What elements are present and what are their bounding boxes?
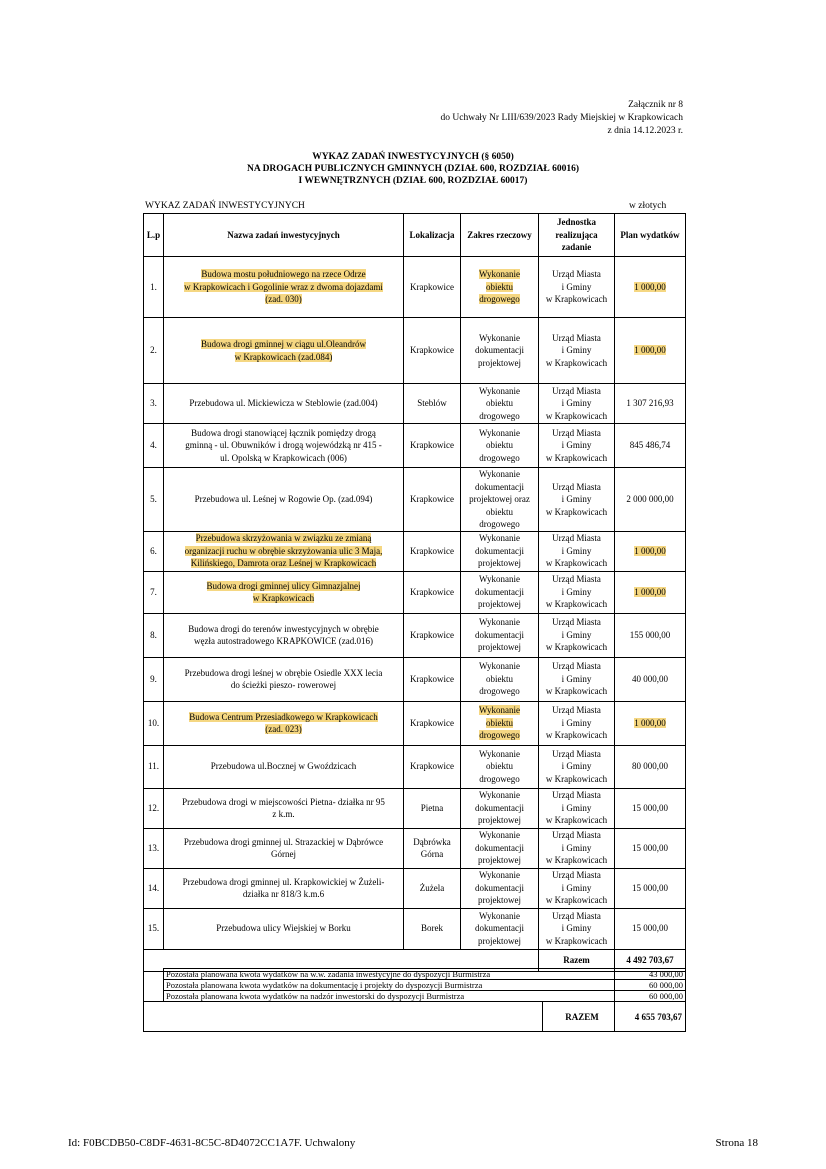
row-task-name — [164, 868, 404, 908]
scope-line: drogowego — [479, 452, 520, 463]
table-row — [144, 788, 686, 828]
unit-line: i Gminy — [561, 673, 592, 684]
row-location — [404, 701, 461, 745]
subtotal-label: Razem — [539, 949, 615, 971]
row-scope — [461, 384, 539, 424]
scope-line: Wykonanie — [479, 617, 520, 628]
plan-value: 15 000,00 — [632, 802, 668, 813]
row-task-name — [164, 424, 404, 468]
row-plan — [615, 868, 686, 908]
row-lp: 6. — [144, 531, 164, 571]
task-name-line: z k.m. — [272, 809, 295, 819]
plan-value: 845 486,74 — [629, 440, 671, 451]
unit-line: Urząd Miasta — [552, 332, 601, 343]
row-scope — [461, 613, 539, 657]
remaining-label: Pozostała planowana kwota wydatków na w.w. zadania inwestycyjne do dyspozycji Burmistrza — [164, 969, 615, 980]
scope-line: Wykonanie — [479, 661, 520, 672]
row-unit — [539, 531, 615, 571]
scope-line: Wykonanie — [479, 469, 520, 479]
plan-value: 15 000,00 — [632, 842, 668, 853]
row-task-name — [164, 701, 404, 745]
task-name-line: Przebudowa drogi gminnej ul. Krapkowickiej w Żużeli- — [182, 876, 385, 887]
unit-line: i Gminy — [561, 717, 592, 728]
unit-line: Urząd Miasta — [552, 790, 601, 801]
row-scope — [461, 424, 539, 468]
unit-line: Urząd Miasta — [552, 533, 601, 544]
location-line: Krapkowice — [410, 281, 454, 292]
row-task-name — [164, 257, 404, 318]
task-name-line: Kilińskiego, Damrota oraz Leśnej w Krapkowicach — [190, 558, 377, 569]
row-unit — [539, 257, 615, 318]
remaining-label: Pozostała planowana kwota wydatków na dokumentację i projekty do dyspozycji Burmistrza — [164, 980, 615, 991]
row-location — [404, 908, 461, 949]
scope-line: dokumentacji — [475, 481, 524, 492]
task-name-line: Przebudowa drogi leśnej w obrębie Osiedle XXX lecia — [184, 667, 383, 678]
task-name-line: węzła autostradowego KRAPKOWICE (zad.016) — [194, 636, 373, 646]
plan-value: 2 000 000,00 — [626, 494, 674, 504]
row-location — [404, 571, 461, 613]
row-plan — [615, 424, 686, 468]
location-line: Borek — [421, 923, 443, 934]
unit-line: w Krapkowicach — [545, 935, 608, 946]
row-lp: 9. — [144, 657, 164, 701]
row-location — [404, 257, 461, 318]
task-name-line: organizacji ruchu w obrębie skrzyżowania ulic 3 Maja, — [184, 545, 383, 556]
unit-line: i Gminy — [561, 882, 592, 893]
table-row — [144, 908, 686, 949]
unit-line: w Krapkowicach — [545, 895, 608, 906]
task-name-line: Przebudowa ul. Leśnej w Rogowie Op. (zad.094) — [194, 494, 373, 504]
col-unit-line: realizująca — [555, 229, 598, 240]
row-plan — [615, 828, 686, 868]
unit-line: i Gminy — [561, 281, 592, 292]
location-line: Dąbrówka — [413, 836, 451, 847]
row-task-name — [164, 657, 404, 701]
unit-line: w Krapkowicach — [545, 730, 608, 741]
unit-line: w Krapkowicach — [545, 815, 608, 826]
col-name: Nazwa zadań inwestycyjnych — [164, 214, 404, 257]
unit-line: w Krapkowicach — [545, 642, 608, 653]
plan-value: 1 000,00 — [634, 281, 666, 292]
unit-line: w Krapkowicach — [545, 410, 608, 421]
row-lp: 11. — [144, 745, 164, 788]
task-name-line: Przebudowa ul. Mickiewicza w Steblowie (zad.004) — [189, 398, 378, 409]
col-lp: L.p — [144, 214, 164, 257]
row-lp: 7. — [144, 571, 164, 613]
scope-line: projektowej — [478, 815, 521, 826]
resolution-date: z dnia 14.12.2023 r. — [607, 126, 683, 136]
table-row — [144, 613, 686, 657]
scope-line: Wykonanie — [479, 830, 520, 841]
scope-line: obiektu — [486, 673, 513, 684]
col-unit-line: zadanie — [561, 242, 592, 253]
location-line: Pietna — [420, 802, 444, 813]
task-name-line: Górnej — [271, 849, 296, 859]
row-lp: 4. — [144, 424, 164, 468]
location-line: Krapkowice — [410, 440, 454, 451]
scope-line: dokumentacji — [475, 629, 524, 640]
unit-line: i Gminy — [561, 494, 592, 504]
location-line: Krapkowice — [410, 545, 454, 556]
scope-line: obiektu — [486, 281, 513, 292]
task-name-line: Budowa Centrum Przesiadkowego w Krapkowicach — [189, 711, 378, 722]
task-name-line: Budowa drogi do terenów inwestycyjnych w obrębie — [188, 623, 379, 634]
unit-line: Urząd Miasta — [552, 481, 601, 492]
remaining-value: 60 000,00 — [615, 991, 686, 1002]
unit-line: w Krapkowicach — [545, 686, 608, 697]
location-line: Krapkowice — [410, 629, 454, 640]
location-line: Krapkowice — [410, 345, 454, 356]
row-location — [404, 868, 461, 908]
unit-line: w Krapkowicach — [545, 558, 608, 569]
unit-line: Urząd Miasta — [552, 830, 601, 841]
row-scope — [461, 788, 539, 828]
scope-line: drogowego — [479, 773, 520, 784]
unit-line: Urząd Miasta — [552, 385, 601, 396]
table-row — [144, 468, 686, 532]
row-task-name — [164, 613, 404, 657]
row-location — [404, 384, 461, 424]
task-name-line: Przebudowa drogi gminnej ul. Strazackiej w Dąbrówce — [183, 836, 384, 847]
row-location — [404, 613, 461, 657]
task-name-line: Przebudowa skrzyżowania w związku ze zmianą — [195, 533, 372, 544]
row-unit — [539, 384, 615, 424]
row-location — [404, 657, 461, 701]
row-plan — [615, 908, 686, 949]
unit-line: i Gminy — [561, 629, 592, 640]
row-plan — [615, 613, 686, 657]
scope-line: Wykonanie — [479, 385, 520, 396]
unit-line: Urząd Miasta — [552, 574, 601, 585]
task-name-line: Budowa drogi gminnej w ciągu ul.Oleandrów — [201, 339, 366, 349]
scope-line: dokumentacji — [475, 882, 524, 893]
plan-value: 1 307 216,93 — [626, 398, 674, 409]
table-row — [144, 657, 686, 701]
remaining-value: 60 000,00 — [615, 980, 686, 991]
row-unit — [539, 788, 615, 828]
table-row — [144, 571, 686, 613]
scope-line: Wykonanie — [479, 533, 520, 544]
scope-line: drogowego — [479, 730, 520, 741]
unit-line: w Krapkowicach — [545, 294, 608, 305]
row-scope — [461, 745, 539, 788]
task-name-line: gminną - ul. Obuwników i drogą wojewódzką nr 415 - — [185, 440, 382, 451]
row-lp: 14. — [144, 868, 164, 908]
resolution-label: do Uchwały Nr LIII/639/2023 Rady Miejskiej w Krapkowicach — [440, 113, 683, 123]
row-plan — [615, 571, 686, 613]
scope-line: projektowej oraz — [469, 494, 530, 504]
task-name-line: w Krapkowicach i Gogolinie wraz z dwoma dojazdami — [184, 281, 383, 292]
scope-line: dokumentacji — [475, 586, 524, 597]
location-line: Krapkowice — [410, 494, 454, 504]
plan-value: 40 000,00 — [632, 673, 668, 684]
row-lp: 10. — [144, 701, 164, 745]
remaining-row — [144, 980, 686, 991]
plan-value: 1 000,00 — [634, 545, 666, 556]
col-scope: Zakres rzeczowy — [461, 214, 539, 257]
plan-value: 80 000,00 — [632, 761, 668, 772]
row-lp: 12. — [144, 788, 164, 828]
document-id: Id: F0BCDB50-C8DF-4631-8C5C-8D4072CC1A7F. Uchwalony — [68, 1137, 356, 1149]
investment-table — [143, 213, 686, 972]
row-unit — [539, 318, 615, 384]
row-lp: 8. — [144, 613, 164, 657]
row-plan — [615, 257, 686, 318]
unit-line: i Gminy — [561, 440, 592, 451]
row-task-name — [164, 468, 404, 532]
row-plan — [615, 531, 686, 571]
task-name-line: Budowa mostu południowego na rzece Odrze — [201, 269, 366, 280]
unit-line: i Gminy — [561, 545, 592, 556]
location-line: Krapkowice — [410, 761, 454, 772]
scope-line: drogowego — [479, 294, 520, 305]
row-unit — [539, 424, 615, 468]
plan-value: 1 000,00 — [634, 717, 666, 728]
location-line: Steblów — [417, 398, 447, 409]
unit-line: w Krapkowicach — [545, 855, 608, 866]
location-line: Krapkowice — [410, 673, 454, 684]
remaining-label: Pozostała planowana kwota wydatków na nadzór inwestorski do dyspozycji Burmistrza — [164, 991, 615, 1002]
unit-line: Urząd Miasta — [552, 661, 601, 672]
row-location — [404, 318, 461, 384]
row-task-name — [164, 384, 404, 424]
row-scope — [461, 531, 539, 571]
row-lp: 13. — [144, 828, 164, 868]
task-name-line: (zad. 023) — [265, 724, 302, 734]
scope-line: Wykonanie — [479, 332, 520, 343]
row-task-name — [164, 908, 404, 949]
row-unit — [539, 701, 615, 745]
scope-line: dokumentacji — [475, 802, 524, 813]
scope-line: Wykonanie — [479, 705, 520, 716]
row-unit — [539, 468, 615, 532]
unit-line: i Gminy — [561, 345, 592, 356]
scope-line: dokumentacji — [475, 345, 524, 356]
row-task-name — [164, 531, 404, 571]
row-plan — [615, 745, 686, 788]
row-task-name — [164, 788, 404, 828]
scope-line: Wykonanie — [479, 870, 520, 881]
task-name-line: Przebudowa ulicy Wiejskiej w Borku — [216, 923, 351, 934]
scope-line: dokumentacji — [475, 842, 524, 853]
task-name-line: działka nr 818/3 k.m.6 — [242, 889, 325, 899]
row-scope — [461, 318, 539, 384]
scope-line: drogowego — [479, 410, 520, 421]
plan-value: 1 000,00 — [634, 345, 666, 356]
unit-line: w Krapkowicach — [545, 773, 608, 784]
unit-line: Urząd Miasta — [552, 870, 601, 881]
location-line: Krapkowice — [410, 586, 454, 597]
unit-line: i Gminy — [561, 923, 592, 934]
scope-line: projektowej — [478, 357, 521, 368]
row-lp: 2. — [144, 318, 164, 384]
row-unit — [539, 828, 615, 868]
task-name-line: (zad. 030) — [265, 294, 302, 305]
unit-line: Urząd Miasta — [552, 910, 601, 921]
unit-line: i Gminy — [561, 802, 592, 813]
scope-line: Wykonanie — [479, 910, 520, 921]
title-line-3: I WEWNĘTRZNYCH (DZIAŁ 600, ROZDZIAŁ 60017) — [298, 176, 528, 186]
title-line-1: WYKAZ ZADAŃ INWESTYCYJNYCH (§ 6050) — [312, 152, 514, 162]
row-unit — [539, 613, 615, 657]
scope-line: projektowej — [478, 895, 521, 906]
scope-line: drogowego — [479, 519, 520, 529]
row-lp: 3. — [144, 384, 164, 424]
scope-line: obiektu — [486, 506, 513, 517]
scope-line: Wykonanie — [479, 790, 520, 801]
row-task-name — [164, 828, 404, 868]
row-unit — [539, 657, 615, 701]
table-caption: WYKAZ ZADAŃ INWESTYCYJNYCH — [145, 201, 305, 211]
row-task-name — [164, 318, 404, 384]
subtotal-value: 4 492 703,67 — [615, 949, 686, 971]
scope-line: obiektu — [486, 761, 513, 772]
scope-line: dokumentacji — [475, 923, 524, 934]
remaining-value: 43 000,00 — [615, 969, 686, 980]
row-scope — [461, 868, 539, 908]
unit-line: w Krapkowicach — [545, 599, 608, 610]
location-line: Krapkowice — [410, 717, 454, 728]
table-row — [144, 868, 686, 908]
unit-line: w Krapkowicach — [545, 357, 608, 368]
task-name-line: Budowa drogi stanowiącej łącznik pomiędzy drogą — [191, 427, 376, 438]
row-plan — [615, 468, 686, 532]
title-line-2: NA DROGACH PUBLICZNYCH GMINNYCH (DZIAŁ 600, ROZDZIAŁ 60016) — [247, 164, 579, 174]
scope-line: projektowej — [478, 558, 521, 569]
row-scope — [461, 571, 539, 613]
remaining-row — [144, 969, 686, 980]
unit-line: i Gminy — [561, 398, 592, 409]
remaining-table — [143, 968, 686, 1032]
row-scope — [461, 701, 539, 745]
row-task-name — [164, 745, 404, 788]
unit-line: i Gminy — [561, 842, 592, 853]
plan-value: 15 000,00 — [632, 923, 668, 934]
scope-line: projektowej — [478, 599, 521, 610]
col-location: Lokalizacja — [404, 214, 461, 257]
total-label: RAZEM — [542, 1002, 621, 1031]
row-plan — [615, 318, 686, 384]
row-location — [404, 468, 461, 532]
col-unit — [539, 214, 615, 257]
row-lp: 1. — [144, 257, 164, 318]
unit-line: Urząd Miasta — [552, 269, 601, 280]
scope-line: obiektu — [486, 398, 513, 409]
location-line: Górna — [420, 849, 444, 859]
row-scope — [461, 908, 539, 949]
scope-line: Wykonanie — [479, 427, 520, 438]
row-location — [404, 531, 461, 571]
total-row — [144, 1002, 686, 1032]
page-number: Strona 18 — [715, 1137, 758, 1149]
task-name-line: Przebudowa drogi w miejscowości Pietna- działka nr 95 — [182, 796, 385, 807]
plan-value: 15 000,00 — [632, 882, 668, 893]
scope-line: obiektu — [486, 717, 513, 728]
col-plan: Plan wydatków — [615, 214, 686, 257]
currency-note: w złotych — [629, 201, 667, 211]
unit-line: w Krapkowicach — [545, 506, 608, 517]
row-plan — [615, 788, 686, 828]
row-location — [404, 424, 461, 468]
table-row — [144, 424, 686, 468]
table-row — [144, 318, 686, 384]
row-location — [404, 745, 461, 788]
unit-line: w Krapkowicach — [545, 452, 608, 463]
task-name-line: do ścieżki pieszo- rowerowej — [230, 680, 337, 690]
table-row — [144, 701, 686, 745]
task-name-line: Budowa drogi gminnej ulicy Gimnazjalnej — [206, 580, 361, 591]
row-unit — [539, 908, 615, 949]
row-scope — [461, 468, 539, 532]
scope-line: projektowej — [478, 855, 521, 866]
table-row — [144, 828, 686, 868]
table-row — [144, 384, 686, 424]
unit-line: Urząd Miasta — [552, 705, 601, 716]
row-lp: 5. — [144, 468, 164, 532]
row-plan — [615, 384, 686, 424]
row-unit — [539, 868, 615, 908]
plan-value: 1 000,00 — [634, 586, 666, 597]
scope-line: Wykonanie — [479, 269, 520, 280]
unit-line: i Gminy — [561, 761, 592, 772]
location-line: Żużela — [419, 882, 445, 893]
table-row — [144, 531, 686, 571]
scope-line: Wykonanie — [479, 748, 520, 759]
row-lp: 15. — [144, 908, 164, 949]
row-scope — [461, 257, 539, 318]
task-name-line: ul. Opolską w Krapkowicach (006) — [220, 452, 347, 463]
task-name-line: w Krapkowicach (zad.084) — [234, 351, 333, 362]
col-unit-line: Jednostka — [556, 217, 596, 228]
scope-line: dokumentacji — [475, 545, 524, 556]
task-name-line: Przebudowa ul.Bocznej w Gwoździcach — [210, 761, 357, 772]
table-header-row — [144, 214, 686, 257]
unit-line: i Gminy — [561, 586, 592, 597]
row-scope — [461, 657, 539, 701]
scope-line: projektowej — [478, 642, 521, 653]
table-row — [144, 745, 686, 788]
unit-line: Urząd Miasta — [552, 427, 601, 438]
row-plan — [615, 701, 686, 745]
table-row — [144, 257, 686, 318]
scope-line: Wykonanie — [479, 574, 520, 585]
total-value: 4 655 703,67 — [615, 1002, 686, 1032]
row-unit — [539, 745, 615, 788]
unit-line: Urząd Miasta — [552, 617, 601, 628]
row-scope — [461, 828, 539, 868]
scope-line: obiektu — [486, 440, 513, 451]
scope-line: drogowego — [479, 686, 520, 697]
row-plan — [615, 657, 686, 701]
scope-line: projektowej — [478, 935, 521, 946]
plan-value: 155 000,00 — [629, 629, 671, 640]
unit-line: Urząd Miasta — [552, 748, 601, 759]
row-task-name — [164, 571, 404, 613]
row-unit — [539, 571, 615, 613]
row-location — [404, 828, 461, 868]
task-name-line: w Krapkowicach — [252, 593, 315, 603]
attachment-label: Załącznik nr 8 — [628, 100, 683, 110]
remaining-row — [144, 991, 686, 1002]
row-location — [404, 788, 461, 828]
